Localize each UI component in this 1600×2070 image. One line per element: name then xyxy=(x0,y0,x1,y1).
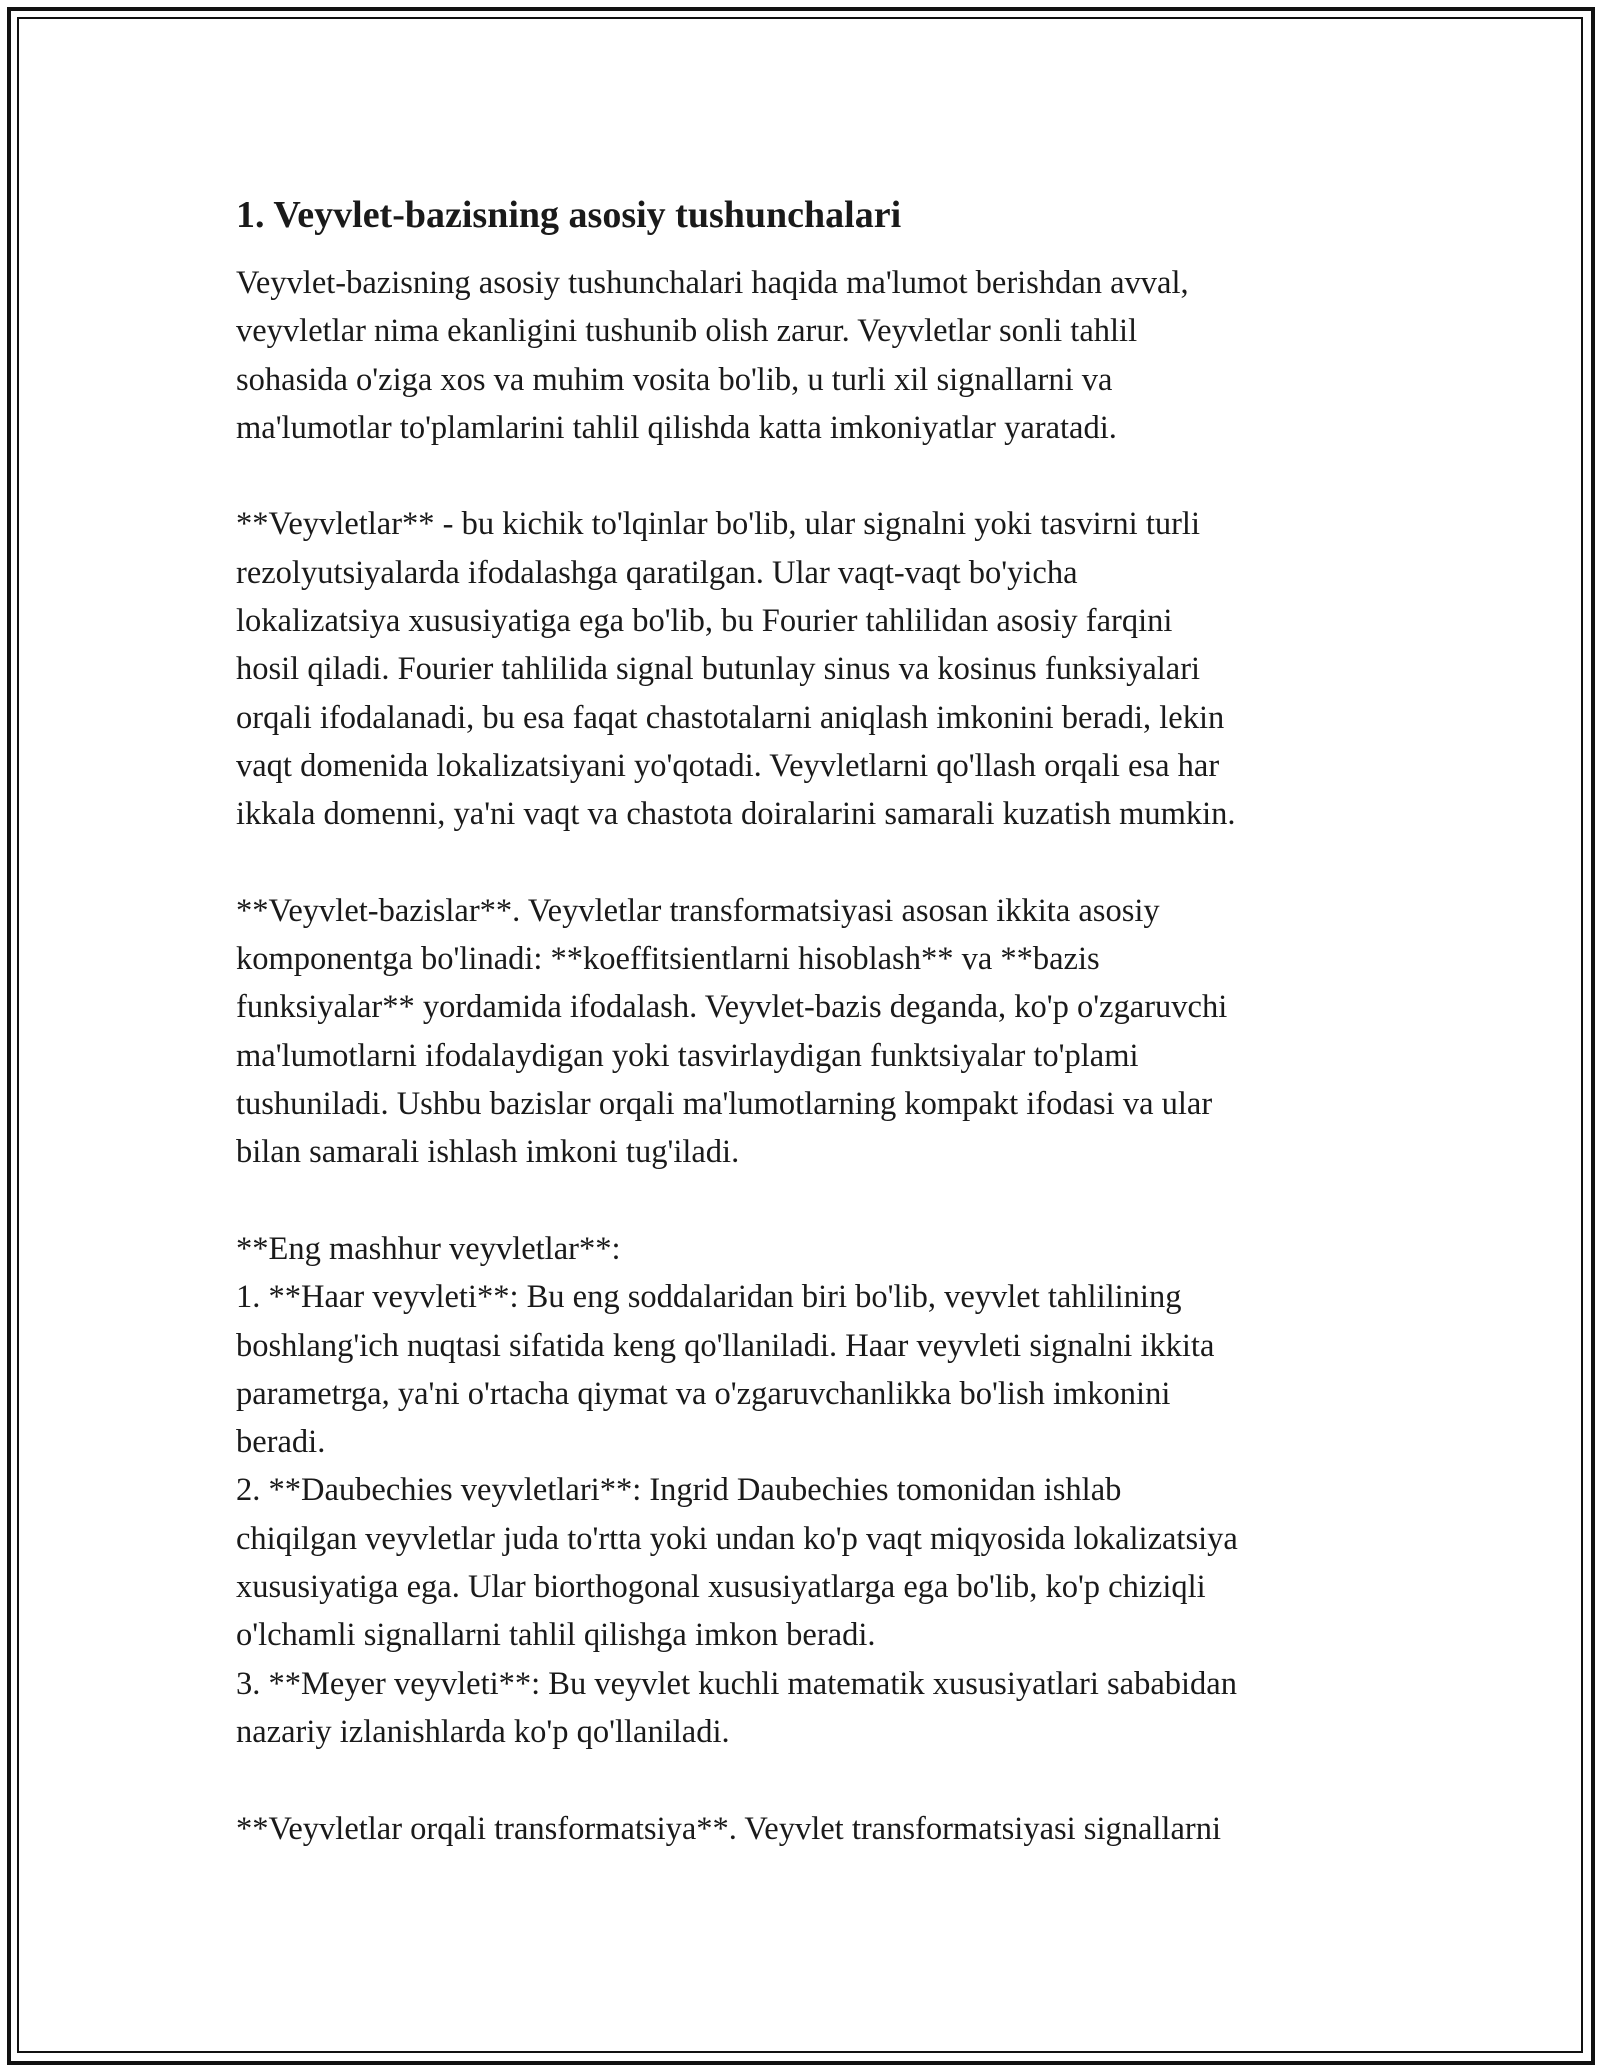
section-title: 1. Veyvlet-bazisning asosiy tushunchalari xyxy=(236,194,902,236)
text-line: beradi. xyxy=(236,1424,326,1461)
text-line: ma'lumotlarni ifodalaydigan yoki tasvirlaydigan funktsiyalar to'plami xyxy=(236,1037,1139,1074)
text-line: veyvletlar nima ekanligini tushunib olish zarur. Veyvletlar sonli tahlil xyxy=(236,313,1138,350)
text-line: vaqt domenida lokalizatsiyani yo'qotadi. Veyvletlarni qo'llash orqali esa har xyxy=(236,747,1220,784)
text-line: **Veyvletlar orqali transformatsiya**. Veyvlet transformatsiyasi signallarni xyxy=(236,1810,1221,1847)
paragraph-gap xyxy=(236,452,1386,500)
document-body xyxy=(236,185,1386,1853)
paragraph-gap xyxy=(236,1177,1386,1225)
text-line: **Veyvletlar** - bu kichik to'lqinlar bo'lib, ular signalni yoki tasvirni turli xyxy=(236,506,1200,543)
paragraph-gap xyxy=(236,1756,1386,1804)
text-line: Veyvlet-bazisning asosiy tushunchalari haqida ma'lumot berishdan avval, xyxy=(236,265,1189,301)
text-line: hosil qiladi. Fourier tahlilida signal butunlay sinus va kosinus funksiyalari xyxy=(236,651,1201,688)
text-line: sohasida o'ziga xos va muhim vosita bo'lib, u turli xil signallarni va xyxy=(236,361,1113,398)
text-line: xususiyatiga ega. Ular biorthogonal xususiyatlarga ega bo'lib, ko'p chiziqli xyxy=(236,1569,1206,1606)
text-line: chiqilgan veyvletlar juda to'rtta yoki undan ko'p vaqt miqyosida lokalizatsiya xyxy=(236,1520,1238,1557)
paragraph-gap xyxy=(236,839,1386,887)
text-line: boshlang'ich nuqtasi sifatida keng qo'llaniladi. Haar veyvleti signalni ikkita xyxy=(236,1327,1215,1364)
paragraph-veyvlet-bazislar xyxy=(236,887,1386,1177)
text-line: bilan samarali ishlash imkoni tug'iladi. xyxy=(236,1134,740,1171)
paragraph-veyvletlar xyxy=(236,500,1386,838)
text-line: **Eng mashhur veyvletlar**: xyxy=(236,1230,621,1267)
text-line: tushuniladi. Ushbu bazislar orqali ma'lumotlarning kompakt ifodasi va ular xyxy=(236,1086,1213,1123)
text-line: 3. **Meyer veyvleti**: Bu veyvlet kuchli matematik xususiyatlari sababidan xyxy=(236,1665,1237,1702)
paragraph-intro xyxy=(236,259,1386,452)
text-line: nazariy izlanishlarda ko'p qo'llaniladi. xyxy=(236,1713,730,1750)
text-line: **Veyvlet-bazislar**. Veyvletlar transformatsiyasi asosan ikkita asosiy xyxy=(236,892,1160,929)
text-line: parametrga, ya'ni o'rtacha qiymat va o'zgaruvchanlikka bo'lish imkonini xyxy=(236,1375,1171,1412)
text-line: komponentga bo'linadi: **koeffitsientlarni hisoblash** va **bazis xyxy=(236,941,1100,978)
text-line: lokalizatsiya xususiyatiga ega bo'lib, bu Fourier tahlilidan asosiy farqini xyxy=(236,603,1173,640)
paragraph-eng-mashhur-veyvletlar xyxy=(236,1225,1386,1756)
text-line: 2. **Daubechies veyvletlari**: Ingrid Daubechies tomonidan ishlab xyxy=(236,1472,1122,1509)
text-line: funksiyalar** yordamida ifodalash. Veyvlet-bazis deganda, ko'p o'zgaruvchi xyxy=(236,989,1228,1026)
text-line: orqali ifodalanadi, bu esa faqat chastotalarni aniqlash imkonini beradi, lekin xyxy=(236,699,1225,736)
text-line: o'lchamli signallarni tahlil qilishga imkon beradi. xyxy=(236,1617,876,1654)
paragraph-transformatsiya xyxy=(236,1805,1386,1853)
text-line: ma'lumotlar to'plamlarini tahlil qilishda katta imkoniyatlar yaratadi. xyxy=(236,409,1117,446)
text-line: rezolyutsiyalarda ifodalashga qaratilgan. Ular vaqt-vaqt bo'yicha xyxy=(236,554,1078,591)
text-line: 1. **Haar veyvleti**: Bu eng soddalaridan biri bo'lib, veyvlet tahlilining xyxy=(236,1279,1182,1316)
text-line: ikkala domenni, ya'ni vaqt va chastota doiralarini samarali kuzatish mumkin. xyxy=(236,796,1236,833)
